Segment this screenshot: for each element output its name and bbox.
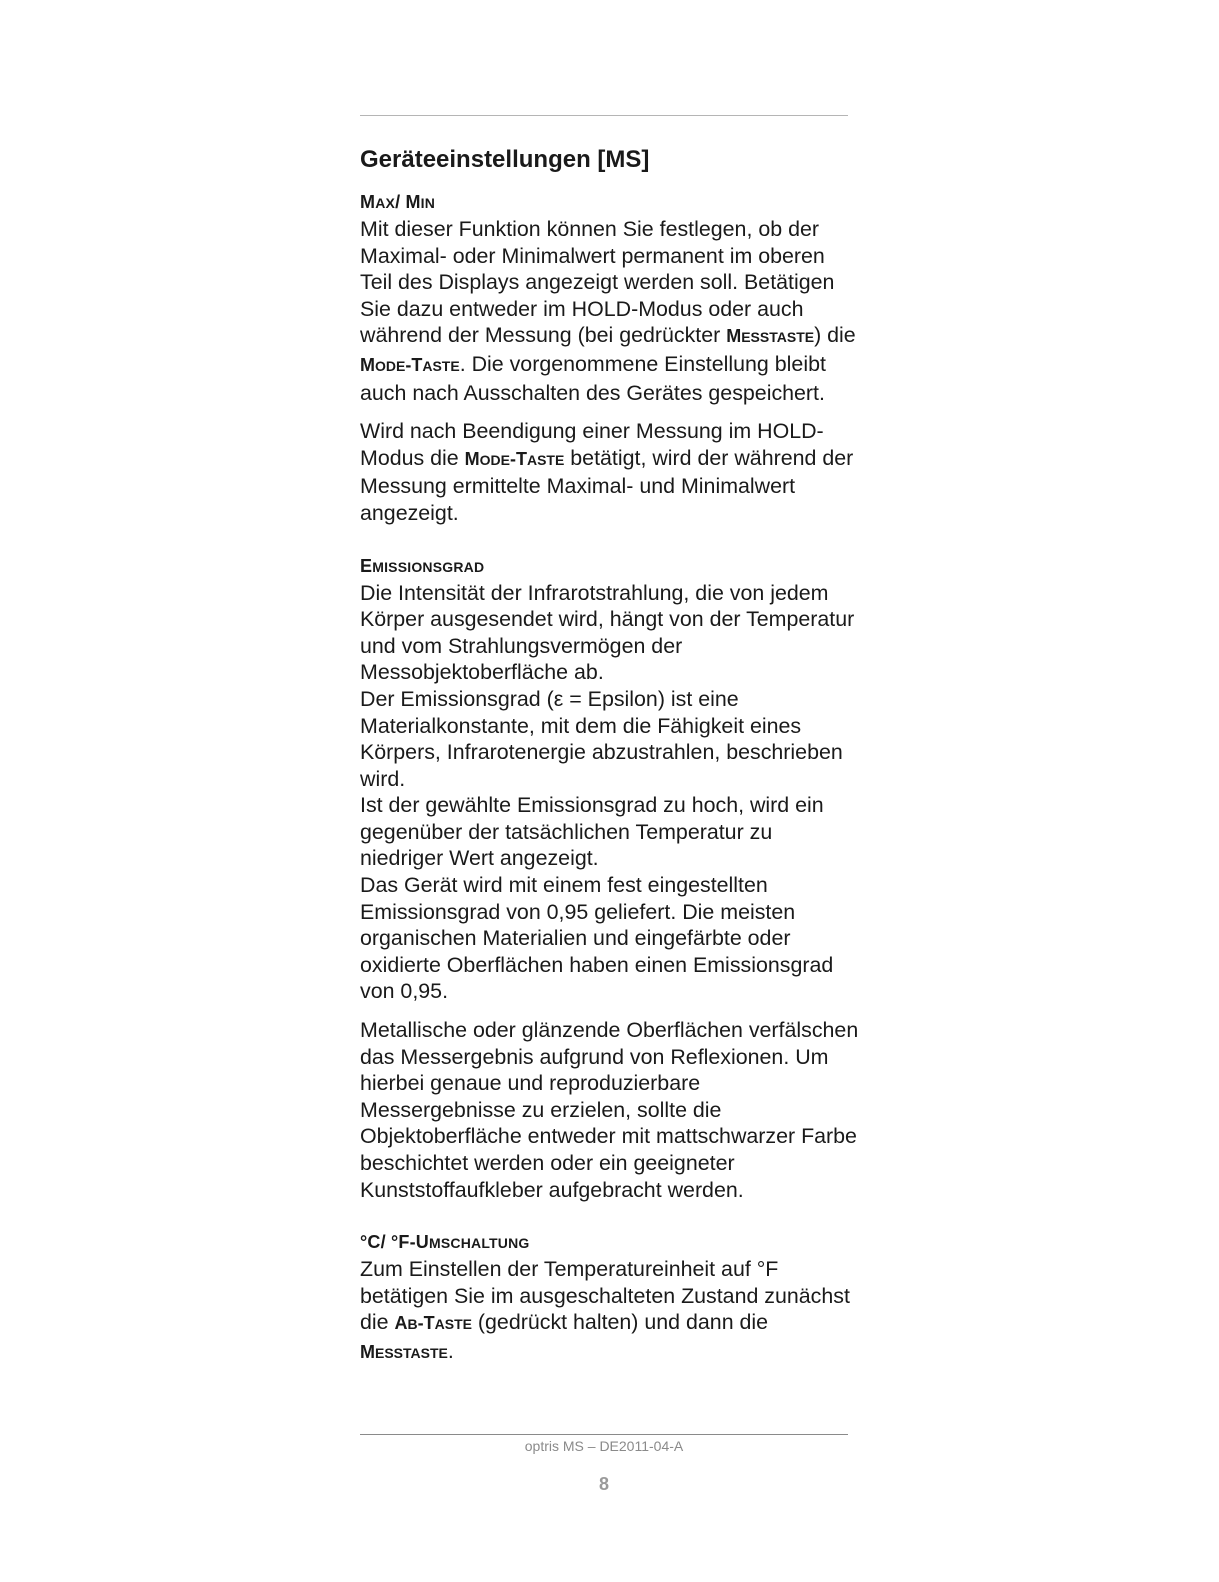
header-rule — [360, 115, 848, 116]
paragraph: Ist der gewählte Emissionsgrad zu hoch, wird ein gegenüber der tatsächlichen Temperatur zu niedriger Wert angezeigt. — [360, 793, 824, 871]
section-heading-emissionsgrad: EMISSIONSGRAD — [360, 555, 485, 576]
section-unit-switch — [360, 1229, 860, 1366]
footer-rule — [360, 1434, 848, 1435]
paragraph: Wird nach Beendigung einer Messung im HOLD-Modus die MODE-TASTE betätigt, wird der während der Messung ermittelte Maximal- und Minimalwert angezeigt. — [360, 419, 854, 525]
section-heading-unit-switch: °C/ °F-UMSCHALTUNG — [360, 1232, 530, 1253]
paragraph: Mit dieser Funktion können Sie festlegen, ob der Maximal- oder Minimalwert permanent im oberen Teil des Displays angezeigt werden soll. Betätigen Sie dazu entweder im HOLD-Modus oder auch während der Messung (bei gedrückter MESSTASTE) die MODE-TASTE. Die vorgenommene Einstellung bleibt auch nach Ausschalten des Gerätes gespeichert. — [360, 217, 856, 405]
section-emissionsgrad — [360, 553, 860, 1204]
keyword-messtaste: MESSTASTE — [726, 326, 815, 347]
paragraph: Metallische oder glänzende Oberflächen verfälschen das Messergebnis aufgrund von Reflexionen. Um hierbei genaue und reproduzierbare Messergebnisse zu erzielen, sollte die Objektoberfläche entweder mit mattschwarzer Farbe beschichtet werden oder ein geeigneter Kunststoffaufkleber aufgebracht werden. — [360, 1018, 859, 1202]
keyword-ab-taste: AB-TASTE — [394, 1313, 472, 1334]
section-max-min — [360, 189, 860, 527]
footer-doc-id: optris MS – DE2011-04-A — [524, 1438, 684, 1454]
keyword-mode-taste: MODE-TASTE — [464, 448, 565, 469]
page-content — [360, 143, 860, 1367]
page-title: Geräteeinstellungen [MS] — [360, 146, 650, 173]
paragraph: Der Emissionsgrad (ε = Epsilon) ist eine Materialkonstante, mit dem die Fähigkeit eines Körpers, Infrarotenergie abzustrahlen, beschrieben wird. — [360, 686, 843, 791]
paragraph: Die Intensität der Infrarotstrahlung, die von jedem Körper ausgesendet wird, hängt von der Temperatur und vom Strahlungsvermögen der Messobjektoberfläche ab. — [360, 580, 855, 685]
paragraph: Zum Einstellen der Temperatureinheit auf °F betätigen Sie im ausgeschalteten Zustand zunächst die AB-TASTE (gedrückt halten) und dann die MESSTASTE. — [360, 1257, 850, 1363]
section-heading-max-min: MAX/ MIN — [360, 192, 436, 212]
keyword-messtaste: MESSTASTE — [360, 1341, 448, 1362]
paragraph: Das Gerät wird mit einem fest eingestellten Emissionsgrad von 0,95 geliefert. Die meisten organischen Materialien und eingefärbte oder oxidierte Oberflächen haben einen Emissionsgrad von 0,95. — [360, 873, 834, 1004]
keyword-mode-taste: MODE-TASTE — [360, 354, 460, 375]
page-number: 8 — [598, 1474, 609, 1494]
